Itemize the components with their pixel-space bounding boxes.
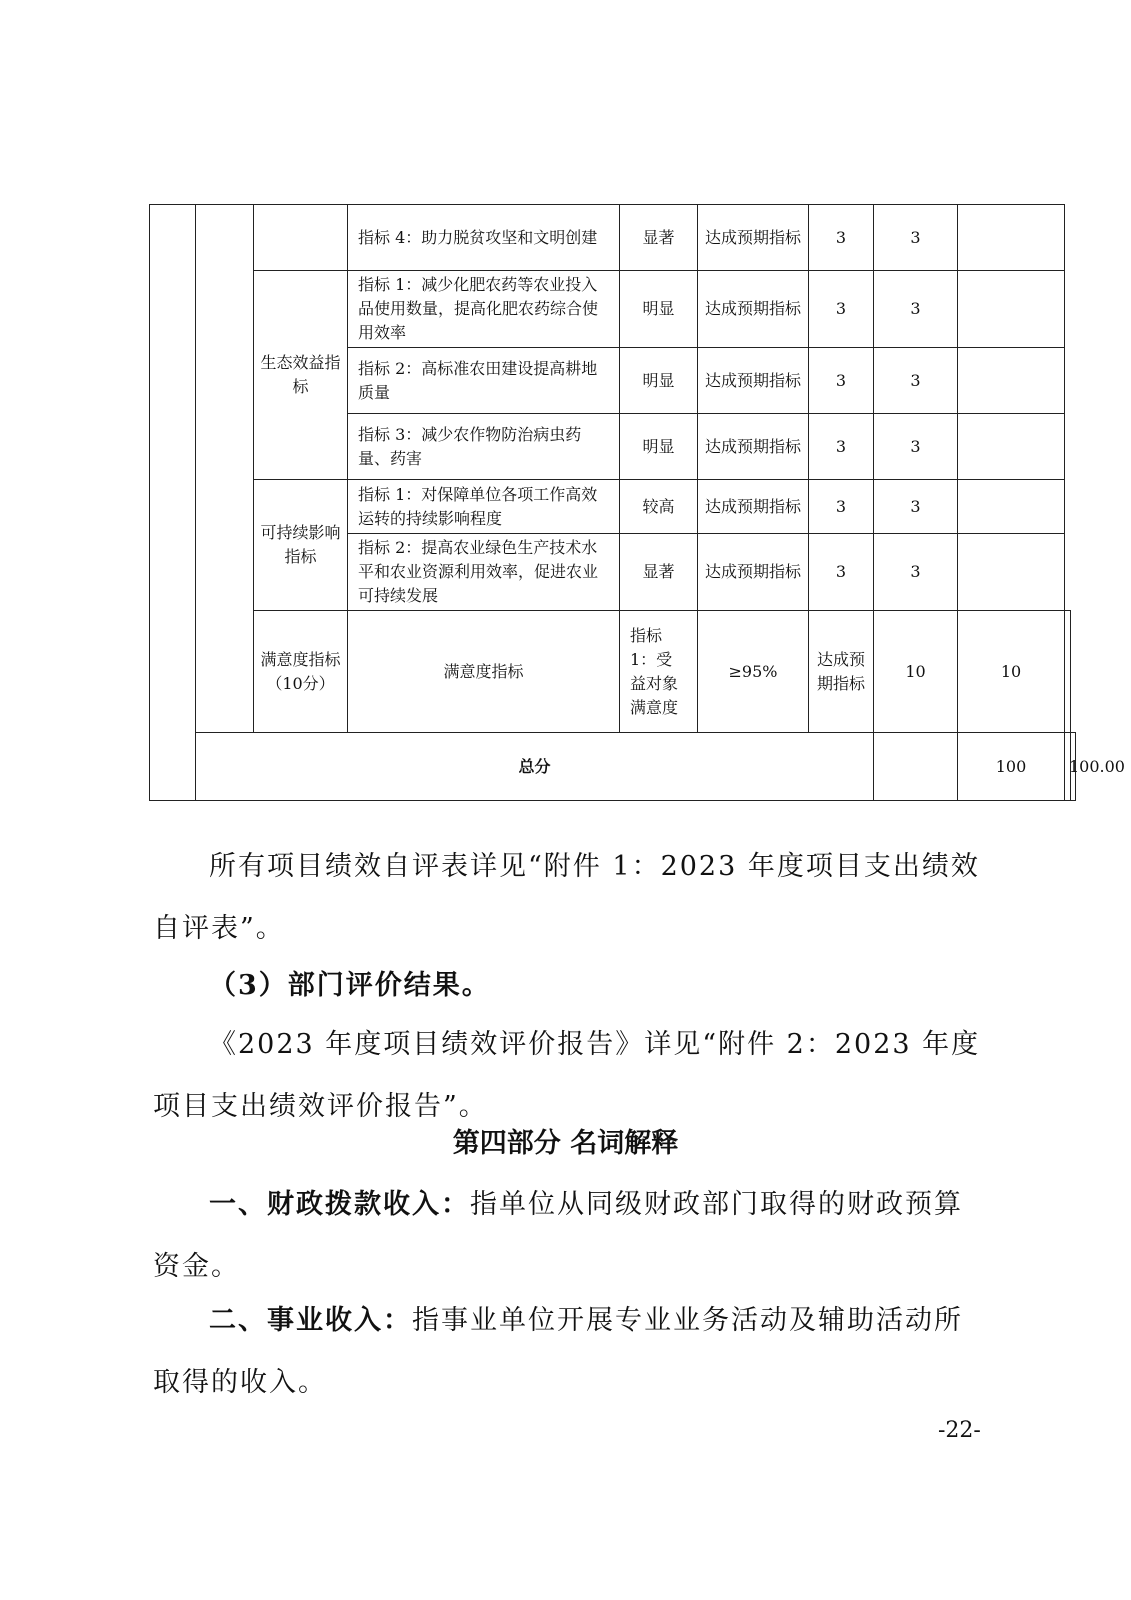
table-row — [150, 205, 1076, 271]
indicator-cell: 指标 1：受益对象满意度 — [620, 611, 698, 733]
note-cell — [1065, 611, 1071, 733]
note-cell — [958, 534, 1065, 611]
page-number: -22- — [938, 1418, 981, 1443]
definition-business-income — [153, 1290, 983, 1414]
definition-term: 二、事业收入： — [209, 1305, 412, 1336]
total-row — [150, 733, 1076, 801]
level1-empty-cell — [150, 205, 196, 801]
score-cell: 10 — [958, 611, 1065, 733]
definition-text: 指事业单位开展专业业务活动及辅助活动所取得的收入。 — [153, 1305, 963, 1398]
weight-cell: 3 — [809, 414, 874, 480]
target-cell: 显著 — [620, 534, 698, 611]
group-ecological: 生态效益指标 — [254, 271, 348, 480]
definition-fiscal-income — [153, 1174, 983, 1298]
note-cell — [958, 348, 1065, 414]
actual-cell: 达成预期指标 — [698, 480, 809, 534]
actual-cell: 达成预期指标 — [698, 534, 809, 611]
group-satisfaction-level1: 满意度指标（10分） — [254, 611, 348, 733]
table-row — [150, 611, 1076, 733]
target-cell: 明显 — [620, 271, 698, 348]
level2-empty-cell — [254, 205, 348, 271]
definition-text: 指单位从同级财政部门取得的财政预算资金。 — [153, 1189, 963, 1282]
table-row — [150, 480, 1076, 534]
target-cell: ≥95% — [698, 611, 809, 733]
indicator-cell: 指标 2：高标准农田建设提高耕地质量 — [348, 348, 620, 414]
weight-cell: 3 — [809, 534, 874, 611]
actual-cell: 达成预期指标 — [698, 271, 809, 348]
group-sustainable: 可持续影响指标 — [254, 480, 348, 611]
performance-table — [149, 204, 1125, 801]
total-label: 总分 — [196, 733, 874, 801]
score-cell: 3 — [874, 205, 958, 271]
note-cell — [958, 414, 1065, 480]
actual-cell: 达成预期指标 — [698, 205, 809, 271]
indicator-cell: 指标 2：提高农业绿色生产技术水平和农业资源利用效率，促进农业可持续发展 — [348, 534, 620, 611]
indicator-cell: 指标 4：助力脱贫攻坚和文明创建 — [348, 205, 620, 271]
score-cell: 3 — [874, 414, 958, 480]
table-row — [150, 271, 1076, 348]
indicator-cell: 指标 3：减少农作物防治病虫药量、药害 — [348, 414, 620, 480]
weight-cell: 3 — [809, 348, 874, 414]
indicator-cell: 指标 1：减少化肥农药等农业投入品使用数量，提高化肥农药综合使用效率 — [348, 271, 620, 348]
total-weight: 100 — [958, 733, 1065, 801]
actual-cell: 达成预期指标 — [698, 348, 809, 414]
score-cell: 3 — [874, 480, 958, 534]
actual-cell: 达成预期指标 — [809, 611, 874, 733]
weight-cell: 10 — [874, 611, 958, 733]
target-cell: 显著 — [620, 205, 698, 271]
paragraph-evaluation-report: 《2023 年度项目绩效评价报告》详见“附件 2：2023 年度项目支出绩效评价报告”。 — [153, 1029, 981, 1122]
note-cell — [958, 480, 1065, 534]
total-score: 100.00 — [1065, 733, 1071, 801]
definition-term: 一、财政拨款收入： — [209, 1189, 470, 1220]
level1b-empty-cell — [196, 205, 254, 733]
target-cell: 明显 — [620, 414, 698, 480]
note-cell — [958, 271, 1065, 348]
target-cell: 较高 — [620, 480, 698, 534]
score-cell: 3 — [874, 534, 958, 611]
weight-cell: 3 — [809, 271, 874, 348]
weight-cell: 3 — [809, 205, 874, 271]
group-satisfaction-level2: 满意度指标 — [348, 611, 620, 733]
section-title: 第四部分 名词解释 — [452, 1128, 679, 1159]
paragraph-self-evaluation: 所有项目绩效自评表详见“附件 1：2023 年度项目支出绩效自评表”。 — [153, 851, 980, 944]
target-cell: 明显 — [620, 348, 698, 414]
weight-cell: 3 — [809, 480, 874, 534]
score-cell: 3 — [874, 271, 958, 348]
actual-cell: 达成预期指标 — [698, 414, 809, 480]
score-cell: 3 — [874, 348, 958, 414]
note-cell — [958, 205, 1065, 271]
indicator-cell: 指标 1：对保障单位各项工作高效运转的持续影响程度 — [348, 480, 620, 534]
subheading-department-evaluation: （3）部门评价结果。 — [209, 970, 491, 1001]
total-actual-cell — [874, 733, 958, 801]
